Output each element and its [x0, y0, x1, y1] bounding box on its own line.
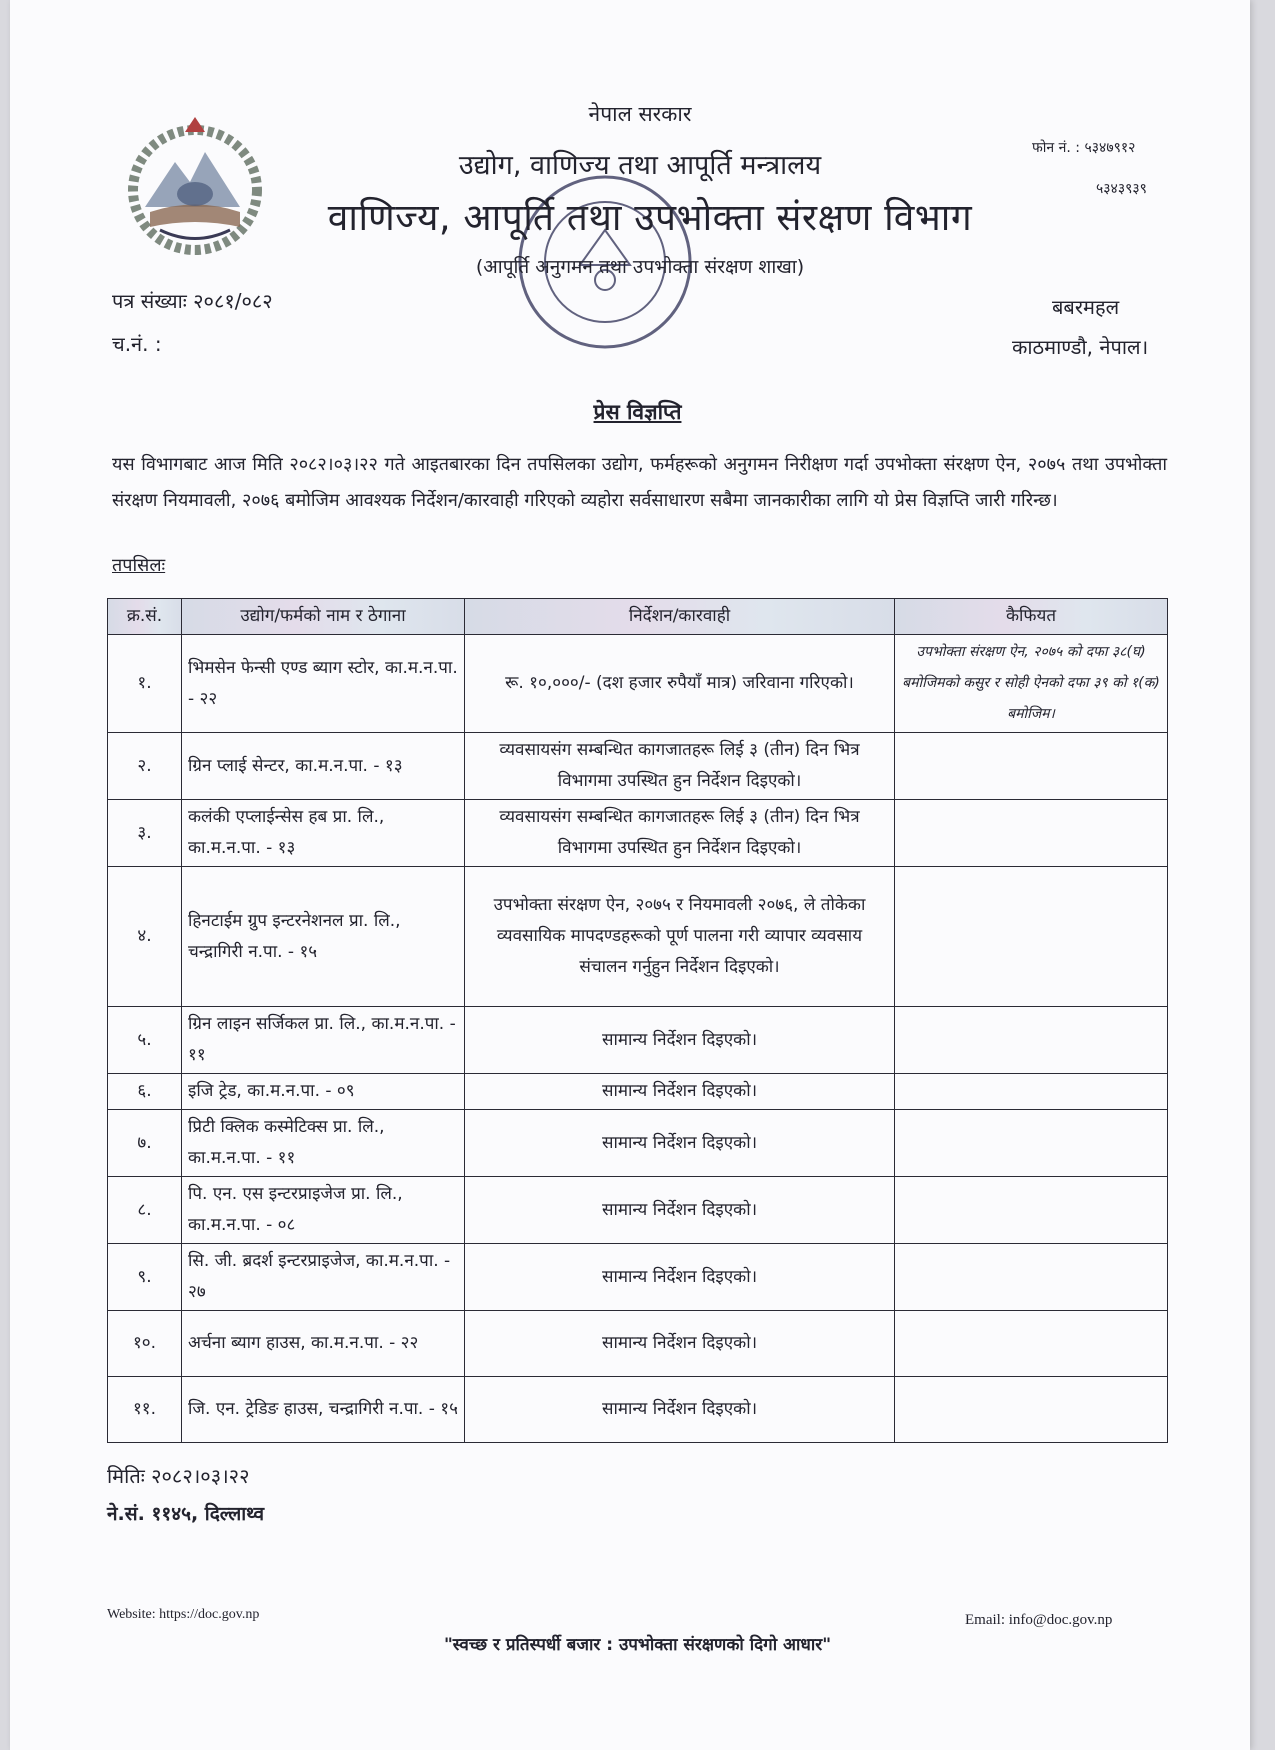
- table-row: [108, 1244, 1168, 1311]
- row-firm: ग्रिन लाइन सर्जिकल प्रा. लि., का.म.न.पा. - ११: [182, 1007, 465, 1074]
- row-action: सामान्य निर्देशन दिइएको।: [465, 1074, 895, 1110]
- letter-number: पत्र संख्याः २०८१/०८२: [112, 289, 273, 313]
- table-header-row: [108, 599, 1168, 635]
- row-sn: ४.: [108, 867, 182, 1007]
- row-remark: [895, 1110, 1168, 1177]
- column-header-sn: क्र.सं.: [108, 599, 182, 635]
- table-row: [108, 635, 1168, 733]
- column-header-name: उद्योग/फर्मको नाम र ठेगाना: [182, 599, 465, 635]
- row-sn: १.: [108, 635, 182, 733]
- row-action: सामान्य निर्देशन दिइएको।: [465, 1177, 895, 1244]
- row-firm: जि. एन. ट्रेडिङ हाउस, चन्द्रागिरी न.पा. - १५: [182, 1377, 465, 1443]
- address-line-1: बबरमहल: [1052, 295, 1120, 319]
- row-action: सामान्य निर्देशन दिइएको।: [465, 1311, 895, 1377]
- row-sn: ७.: [108, 1110, 182, 1177]
- inspection-table: [107, 598, 1168, 1443]
- dispatch-number: च.नं. :: [112, 332, 162, 356]
- row-sn: ११.: [108, 1377, 182, 1443]
- row-firm: प्रिटी क्लिक कस्मेटिक्स प्रा. लि., का.म.न.पा. - ११: [182, 1110, 465, 1177]
- row-remark: [895, 733, 1168, 800]
- notice-title-wrap: [0, 398, 1275, 426]
- nepal-emblem-icon: [115, 112, 275, 262]
- row-action: व्यवसायसंग सम्बन्धित कागजातहरू लिई ३ (तीन) दिन भित्र विभागमा उपस्थित हुन निर्देशन दिइएको।: [465, 800, 895, 867]
- issue-date: मितिः २०८२।०३।२२: [107, 1464, 250, 1488]
- row-action: उपभोक्ता संरक्षण ऐन, २०७५ र नियमावली २०७६, ले तोकेका व्यवसायिक मापदण्डहरूको पूर्ण पालना गरी व्यापार व्यवसाय संचालन गर्नुहुन निर्देशन दिइएको।: [465, 867, 895, 1007]
- table-row: [108, 1311, 1168, 1377]
- phone-line-2: ५३४३९३९: [1096, 181, 1147, 197]
- row-firm: पि. एन. एस इन्टरप्राइजेज प्रा. लि., का.म.न.पा. - ०८: [182, 1177, 465, 1244]
- row-sn: ५.: [108, 1007, 182, 1074]
- table-row: [108, 800, 1168, 867]
- column-header-action: निर्देशन/कारवाही: [465, 599, 895, 635]
- row-remark: [895, 1311, 1168, 1377]
- table-row: [108, 1110, 1168, 1177]
- row-sn: १०.: [108, 1311, 182, 1377]
- table-row: [108, 867, 1168, 1007]
- table-row: [108, 733, 1168, 800]
- row-remark: [895, 1007, 1168, 1074]
- row-remark: [895, 1177, 1168, 1244]
- row-action: रू. १०,०००/- (दश हजार रुपैयाँ मात्र) जरिवाना गरिएको।: [465, 635, 895, 733]
- nepal-sambat-date: ने.सं. ११४५, दिल्लाथ्व: [107, 1503, 265, 1525]
- row-firm: अर्चना ब्याग हाउस, का.म.न.पा. - २२: [182, 1311, 465, 1377]
- address-line-2: काठमाण्डौ, नेपाल।: [1012, 335, 1149, 359]
- details-label: तपसिलः: [112, 555, 166, 576]
- phone-line-1: फोन नं. : ५३४७९१२: [1032, 140, 1136, 156]
- table-row: [108, 1177, 1168, 1244]
- website-text: Website: https://doc.gov.np: [107, 1607, 260, 1622]
- row-remark: [895, 800, 1168, 867]
- table-row: [108, 1007, 1168, 1074]
- row-firm: ग्रिन प्लाई सेन्टर, का.म.न.पा. - १३: [182, 733, 465, 800]
- notice-title: प्रेस विज्ञप्ति: [593, 400, 682, 424]
- row-sn: ८.: [108, 1177, 182, 1244]
- row-firm: कलंकी एप्लाईन्सेस हब प्रा. लि., का.म.न.पा. - १३: [182, 800, 465, 867]
- table-row: [108, 1074, 1168, 1110]
- row-sn: २.: [108, 733, 182, 800]
- row-remark: [895, 867, 1168, 1007]
- row-sn: ३.: [108, 800, 182, 867]
- row-firm: भिमसेन फेन्सी एण्ड ब्याग स्टोर, का.म.न.पा. - २२: [182, 635, 465, 733]
- row-action: सामान्य निर्देशन दिइएको।: [465, 1377, 895, 1443]
- row-firm: इजि ट्रेड, का.म.न.पा. - ०९: [182, 1074, 465, 1110]
- row-remark: उपभोक्ता संरक्षण ऐन, २०७५ को दफा ३८(घ) बमोजिमको कसुर र सोही ऐनको दफा ३९ को १(क) बमोजिम।: [895, 635, 1168, 733]
- row-sn: ९.: [108, 1244, 182, 1311]
- row-action: सामान्य निर्देशन दिइएको।: [465, 1007, 895, 1074]
- department-name: वाणिज्य, आपूर्ति तथा उपभोक्ता संरक्षण विभाग: [327, 196, 973, 239]
- row-firm: हिनटाईम ग्रुप इन्टरनेशनल प्रा. लि., चन्द्रागिरी न.पा. - १५: [182, 867, 465, 1007]
- notice-body: यस विभागबाट आज मिति २०८२।०३।२२ गते आइतबारका दिन तपसिलका उद्योग, फर्महरूको अनुगमन निरीक्षण गर्दा उपभोक्ता संरक्षण ऐन, २०७५ तथा उपभोक्ता संरक्षण नियमावली, २०७६ बमोजिम आवश्यक निर्देशन/कारवाही गरिएको व्यहोरा सर्वसाधारण सबैमा जानकारीका लागि यो प्रेस विज्ञप्ति जारी गरिन्छ।: [112, 454, 1167, 511]
- email-text: Email: info@doc.gov.np: [965, 1612, 1113, 1628]
- row-action: सामान्य निर्देशन दिइएको।: [465, 1110, 895, 1177]
- table-row: [108, 1377, 1168, 1443]
- row-sn: ६.: [108, 1074, 182, 1110]
- row-firm: सि. जी. ब्रदर्श इन्टरप्राइजेज, का.म.न.पा. - २७: [182, 1244, 465, 1311]
- row-remark: [895, 1244, 1168, 1311]
- motto-text: "स्वच्छ र प्रतिस्पर्धी बजार : उपभोक्ता संरक्षणको दिगो आधार": [443, 1635, 832, 1655]
- row-action: व्यवसायसंग सम्बन्धित कागजातहरू लिई ३ (तीन) दिन भित्र विभागमा उपस्थित हुन निर्देशन दिइएको।: [465, 733, 895, 800]
- government-name: नेपाल सरकार: [588, 102, 692, 126]
- column-header-remark: कैफियत: [895, 599, 1168, 635]
- ministry-name: उद्योग, वाणिज्य तथा आपूर्ति मन्त्रालय: [458, 150, 822, 181]
- row-remark: [895, 1377, 1168, 1443]
- row-remark: [895, 1074, 1168, 1110]
- row-action: सामान्य निर्देशन दिइएको।: [465, 1244, 895, 1311]
- section-name: (आपूर्ति अनुगमन तथा उपभोक्ता संरक्षण शाखा): [475, 256, 805, 278]
